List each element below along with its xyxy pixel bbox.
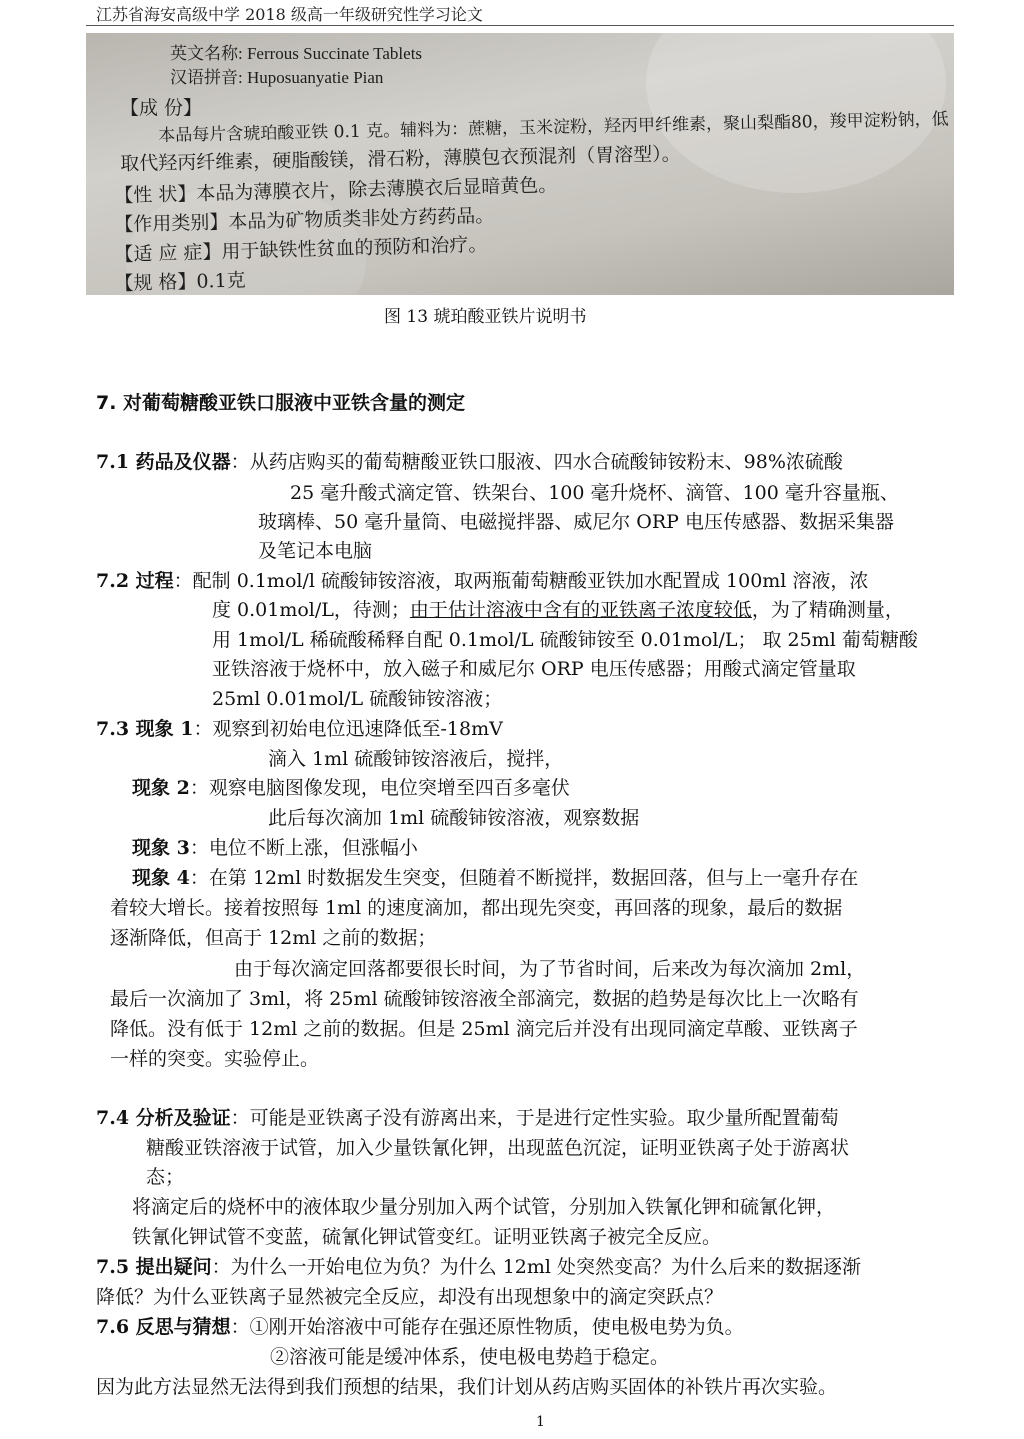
paragraph-text: ：配制 0.1mol/l 硫酸铈铵溶液，取两瓶葡萄糖酸亚铁加水配置成 100ml 溶液，浓	[173, 570, 869, 592]
paragraph-text: ：电位不断上涨，但涨幅小	[189, 837, 418, 859]
section-label: 7.6 反思与猜想	[96, 1316, 231, 1338]
section-label: 7.1 药品及仪器	[96, 451, 231, 473]
section-7-4	[96, 1109, 839, 1128]
paragraph-line: 最后一次滴加了 3ml，将 25ml 硫酸铈铵溶液全部滴完，数据的趋势是每次比上一次略有	[110, 988, 859, 1010]
photo-line: 【适 应 症】用于缺铁性贫血的预防和治疗。	[114, 233, 488, 266]
paragraph-line	[212, 601, 904, 620]
paragraph-line: 玻璃棒、50 毫升量筒、电磁搅拌器、威尼尔 ORP 电压传感器、数据采集器	[258, 511, 894, 533]
paragraph-line: 亚铁溶液于烧杯中，放入磁子和威尼尔 ORP 电压传感器；用酸式滴定管量取	[212, 658, 856, 680]
section-7-2	[96, 572, 868, 591]
photo-line: 汉语拼音: Huposuanyatie Pian	[170, 68, 384, 87]
paragraph-text: ：从药店购买的葡萄糖酸亚铁口服液、四水合硫酸铈铵粉末、98%浓硫酸	[230, 451, 843, 473]
paragraph-text: ：①刚开始溶液中可能存在强还原性物质，使电极电势为负。	[230, 1316, 744, 1338]
observation-4	[132, 869, 858, 888]
conclusion-line: 因为此方法显然无法得到我们预想的结果，我们计划从药店购买固体的补铁片再次实验。	[96, 1376, 838, 1398]
paragraph-line: ②溶液可能是缓冲体系，使电极电势趋于稳定。	[270, 1346, 670, 1368]
paragraph-line: 及笔记本电脑	[258, 540, 373, 562]
paragraph-line: 糖酸亚铁溶液于试管，加入少量铁氰化钾，出现蓝色沉淀，证明亚铁离子处于游离状	[146, 1137, 850, 1159]
page-header: 江苏省海安高级中学 2018 级高一年级研究性学习论文	[96, 5, 483, 24]
photo-line: 本品每片含琥珀酸亚铁 0.1 克。辅料为：蔗糖，玉米淀粉，羟丙甲纤维素，聚山梨酯80，羧甲淀粉钠，低	[158, 109, 949, 146]
underlined-text: 由于估计溶液中含有的亚铁离子浓度较低	[409, 599, 752, 621]
figure-caption: 图 13 琥珀酸亚铁片说明书	[384, 307, 587, 327]
section-label: 现象 3	[132, 837, 190, 859]
page-number: 1	[536, 1414, 545, 1430]
section-7-1	[96, 453, 843, 472]
paragraph-line: 滴入 1ml 硫酸铈铵溶液后，搅拌，	[268, 748, 564, 770]
paragraph-line: 态；	[146, 1166, 185, 1188]
observation-1	[96, 720, 503, 739]
paragraph-line: 一样的突变。实验停止。	[110, 1048, 320, 1070]
paragraph-line: 25ml 0.01mol/L 硫酸铈铵溶液；	[212, 688, 503, 710]
section-7-5	[96, 1258, 861, 1277]
paragraph-line: 由于每次滴定回落都要很长时间，为了节省时间，后来改为每次滴加 2ml，	[234, 958, 866, 980]
paragraph-line: 此后每次滴加 1ml 硫酸铈铵溶液，观察数据	[268, 807, 640, 829]
photo-line: 取代羟丙纤维素，硬脂酸镁，滑石粉，薄膜包衣预混剂（胃溶型）。	[120, 143, 681, 175]
paragraph-text: ，为了精确测量，	[751, 599, 904, 621]
paragraph-line: 将滴定后的烧杯中的液体取少量分别加入两个试管，分别加入铁氰化钾和硫氰化钾，	[132, 1196, 836, 1218]
photo-line: 【成 份】	[120, 97, 203, 119]
photo-line: 【性 状】本品为薄膜衣片，除去薄膜衣后显暗黄色。	[114, 174, 558, 207]
section-label: 现象 4	[132, 867, 190, 889]
paragraph-text: ：观察到初始电位迅速降低至-18mV	[193, 718, 503, 740]
paragraph-line: 着较大增长。接着按照每 1ml 的速度滴加，都出现先突变，再回落的现象，最后的数据	[110, 897, 843, 919]
section-label: 7.2 过程	[96, 570, 174, 592]
paragraph-line: 逐渐降低，但高于 12ml 之前的数据；	[110, 927, 437, 949]
section-7-6	[96, 1318, 744, 1337]
paragraph-text: ：为什么一开始电位为负？为什么 12ml 处突然变高？为什么后来的数据逐渐	[211, 1256, 862, 1278]
section-label: 7.5 提出疑问	[96, 1256, 212, 1278]
paragraph-text: ：可能是亚铁离子没有游离出来，于是进行定性实验。取少量所配置葡萄	[230, 1107, 839, 1129]
section-label: 7.3 现象 1	[96, 718, 194, 740]
photo-line: 英文名称: Ferrous Succinate Tablets	[170, 44, 423, 63]
paragraph-line: 降低？为什么亚铁离子显然被完全反应，却没有出现想象中的滴定突跃点？	[96, 1286, 724, 1308]
paragraph-line: 铁氰化钾试管不变蓝，硫氰化钾试管变红。证明亚铁离子被完全反应。	[132, 1226, 722, 1248]
paragraph-line: 用 1mol/L 稀硫酸稀释自配 0.1mol/L 硫酸铈铵至 0.01mol/L； 取 25ml 葡萄糖酸	[212, 629, 918, 651]
photo-line: 【作用类别】本品为矿物质类非处方药药品。	[114, 204, 495, 236]
observation-3	[132, 839, 418, 858]
photo-line: 【规 格】0.1克	[114, 269, 246, 295]
paragraph-text: ：观察电脑图像发现，电位突增至四百多毫伏	[189, 777, 570, 799]
paragraph-line: 降低。没有低于 12ml 之前的数据。但是 25ml 滴完后并没有出现同滴定草酸、亚铁离子	[110, 1018, 858, 1040]
paragraph-text: ：在第 12ml 时数据发生突变，但随着不断搅拌，数据回落，但与上一毫升存在	[189, 867, 859, 889]
observation-2	[132, 779, 570, 798]
header-rule	[86, 25, 954, 26]
section-label: 现象 2	[132, 777, 190, 799]
paragraph-text: 度 0.01mol/L，待测；	[212, 599, 410, 621]
section-7-title: 7. 对葡萄糖酸亚铁口服液中亚铁含量的测定	[96, 392, 466, 414]
leaflet-photo	[86, 33, 954, 295]
section-label: 7.4 分析及验证	[96, 1107, 231, 1129]
paragraph-line: 25 毫升酸式滴定管、铁架台、100 毫升烧杯、滴管、100 毫升容量瓶、	[290, 482, 899, 504]
